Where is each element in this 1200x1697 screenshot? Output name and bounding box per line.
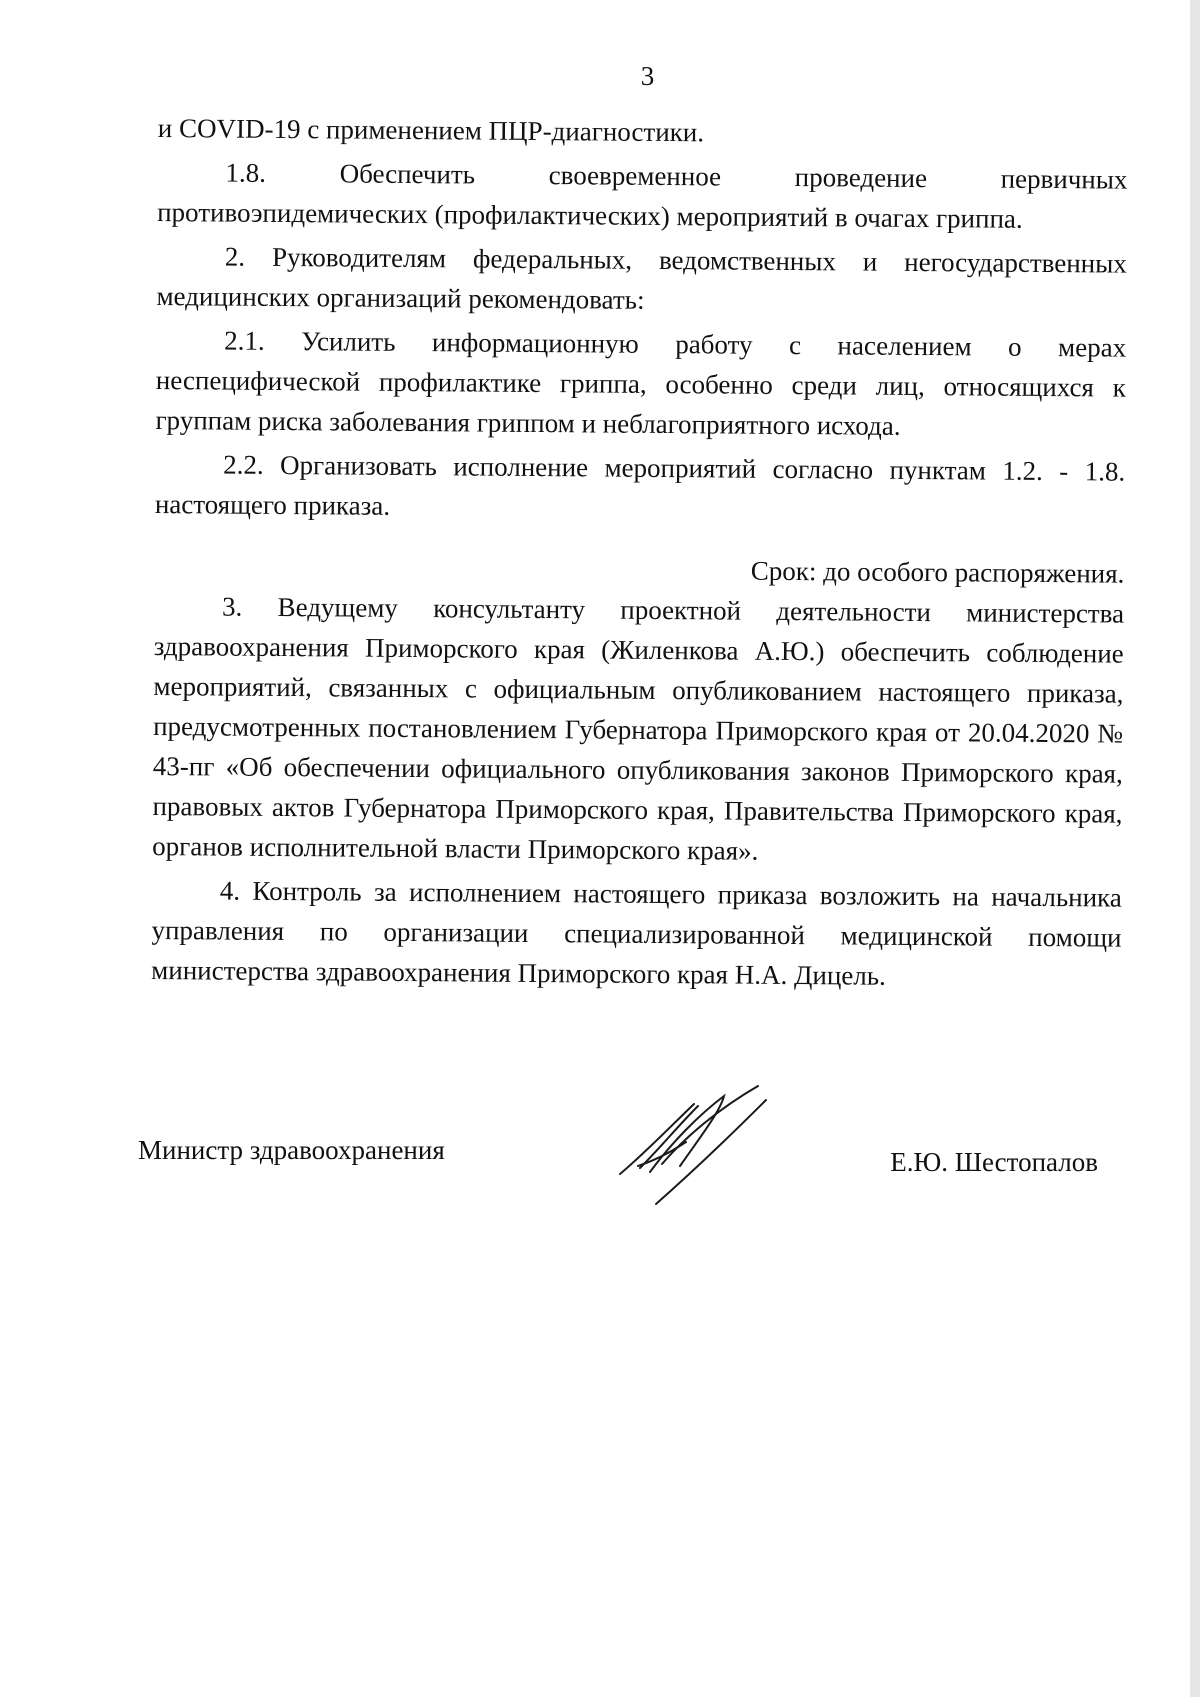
paragraph-2-2: 2.2. Организовать исполнение мероприятий согласно пунктам 1.2. - 1.8. настоящего приказа. (154, 449, 1126, 521)
signatory-name: Е.Ю. Шестопалов (890, 1147, 1098, 1177)
paragraph-2: 2. Руководителям федеральных, ведомственных и негосударственных медицинских организаций рекомендовать: (156, 241, 1127, 315)
document-body (151, 108, 1128, 998)
signature-block (138, 1118, 1108, 1238)
paragraph-3: 3. Ведущему консультанту проектной деятельности министерства здравоохранения Приморского края (Жиленкова А.Ю.) обеспечить соблюдение мероприятий, связанных с официальным опубликованием настоящего приказа, предусмотренных постановлением Губернатора Приморского края от 20.04.2020 № 43-пг «Об обеспечении официального опубликования законов Приморского края, правовых актов Губернатора Приморского края, Правительства Приморского края, органов исполнительной власти Приморского края». (152, 591, 1125, 866)
paragraph-2-1: 2.1. Усилить информационную работу с населением о мерах неспецифической профилактике гриппа, особенно среди лиц, относящихся к группам риска заболевания гриппом и неблагоприятного исхода. (155, 325, 1127, 441)
handwritten-signature-icon (616, 1082, 776, 1212)
scan-edge (1190, 0, 1200, 1697)
signatory-title: Министр здравоохранения (138, 1135, 445, 1165)
paragraph-continuation: и COVID-19 с применением ПЦР-диагностики. (157, 112, 705, 148)
deadline-line: Срок: до особого распоряжения. (750, 555, 1125, 589)
paragraph-4: 4. Контроль за исполнением настоящего приказа возложить на начальника управления по организации специализированной медицинской помощи министерства здравоохранения Приморского края Н.А. Дицель. (151, 875, 1122, 991)
paragraph-1-8: 1.8. Обеспечить своевременное проведение первичных противоэпидемических (профилактических) мероприятий в очагах гриппа. (157, 157, 1128, 234)
page-number: 3 (640, 61, 655, 91)
